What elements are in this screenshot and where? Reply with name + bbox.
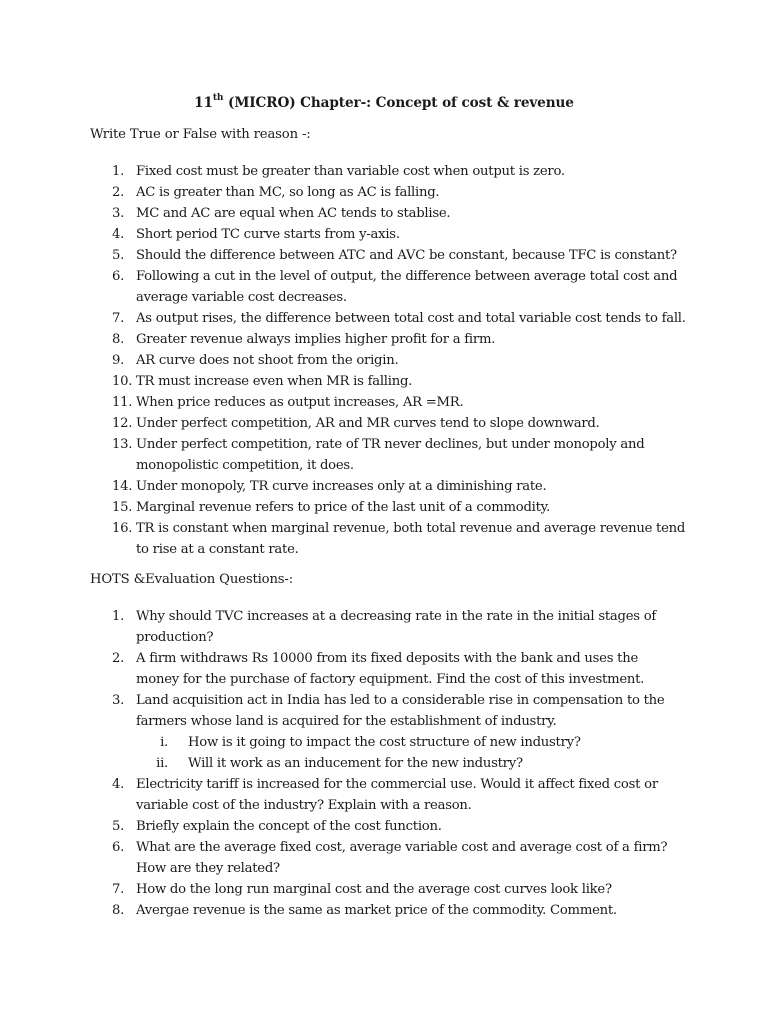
item-text-continued: variable cost of the industry? Explain with a reason. bbox=[136, 798, 472, 813]
item-text: What are the average fixed cost, average variable cost and average cost of a firm? bbox=[136, 840, 668, 855]
item-text: AC is greater than MC, so long as AC is falling. bbox=[136, 185, 440, 200]
list-item bbox=[0, 413, 600, 434]
item-text: Avergae revenue is the same as market price of the commodity. Comment. bbox=[136, 903, 617, 918]
item-text-continued: How are they related? bbox=[136, 861, 280, 876]
hots-questions-list bbox=[0, 606, 668, 921]
item-text: Short period TC curve starts from y-axis. bbox=[136, 227, 400, 242]
title-superscript: th bbox=[212, 93, 224, 104]
item-text: Following a cut in the level of output, the difference between average total cost and bbox=[136, 269, 678, 284]
item-number: 5. bbox=[112, 819, 125, 834]
item-number: 5. bbox=[112, 248, 125, 263]
list-item bbox=[0, 266, 678, 308]
item-number: 6. bbox=[112, 840, 125, 855]
item-text: How do the long run marginal cost and the average cost curves look like? bbox=[136, 882, 612, 897]
section-heading-hots: HOTS &Evaluation Questions-: bbox=[90, 572, 294, 587]
item-text-continued: production? bbox=[136, 630, 214, 645]
true-false-list bbox=[0, 161, 686, 560]
list-item bbox=[0, 182, 560, 203]
list-item bbox=[0, 497, 560, 518]
item-number: 13. bbox=[112, 437, 133, 452]
item-number: 3. bbox=[112, 693, 125, 708]
item-text-continued: money for the purchase of factory equipment. Find the cost of this investment. bbox=[136, 672, 645, 687]
item-number: 1. bbox=[112, 609, 125, 624]
list-item bbox=[0, 518, 686, 560]
list-item bbox=[0, 879, 612, 900]
item-number: 7. bbox=[112, 882, 125, 897]
sub-item bbox=[0, 732, 581, 753]
item-text: Land acquisition act in India has led to a considerable rise in compensation to the bbox=[136, 693, 665, 708]
list-item bbox=[0, 900, 617, 921]
list-item bbox=[0, 245, 677, 266]
list-item bbox=[0, 774, 658, 816]
item-text: Briefly explain the concept of the cost function. bbox=[136, 819, 442, 834]
item-text: Electricity tariff is increased for the commercial use. Would it affect fixed cost or bbox=[136, 777, 658, 792]
item-text: Should the difference between ATC and AVC be constant, because TFC is constant? bbox=[136, 248, 677, 263]
list-item bbox=[0, 308, 686, 329]
item-text: Under monopoly, TR curve increases only at a diminishing rate. bbox=[136, 479, 547, 494]
sub-item-text: Will it work as an inducement for the new industry? bbox=[188, 756, 523, 771]
item-text: Greater revenue always implies higher profit for a firm. bbox=[136, 332, 496, 347]
item-number: 11. bbox=[112, 395, 133, 410]
item-number: 4. bbox=[112, 227, 125, 242]
list-item bbox=[0, 392, 560, 413]
item-number: 7. bbox=[112, 311, 125, 326]
sub-item-number: ii. bbox=[156, 756, 168, 771]
item-text: Why should TVC increases at a decreasing rate in the rate in the initial stages of bbox=[136, 609, 657, 624]
list-item bbox=[0, 350, 560, 371]
list-item bbox=[0, 690, 665, 774]
item-text: AR curve does not shoot from the origin. bbox=[136, 353, 399, 368]
item-text: Under perfect competition, rate of TR never declines, but under monopoly and bbox=[136, 437, 645, 452]
item-number: 10. bbox=[112, 374, 133, 389]
item-text: TR must increase even when MR is falling. bbox=[136, 374, 413, 389]
list-item bbox=[0, 203, 560, 224]
item-number: 3. bbox=[112, 206, 125, 221]
sub-item-text: How is it going to impact the cost structure of new industry? bbox=[188, 735, 581, 750]
list-item bbox=[0, 816, 560, 837]
sub-item bbox=[0, 753, 560, 774]
sub-item-number: i. bbox=[160, 735, 168, 750]
list-item bbox=[0, 329, 560, 350]
list-item bbox=[0, 837, 668, 879]
item-number: 8. bbox=[112, 332, 125, 347]
list-item bbox=[0, 606, 657, 648]
item-text: When price reduces as output increases, AR =MR. bbox=[136, 395, 464, 410]
item-number: 4. bbox=[112, 777, 125, 792]
item-number: 12. bbox=[112, 416, 133, 431]
list-item bbox=[0, 648, 645, 690]
item-text: A firm withdraws Rs 10000 from its fixed deposits with the bank and uses the bbox=[136, 651, 639, 666]
list-item bbox=[0, 224, 560, 245]
item-text: As output rises, the difference between total cost and total variable cost tends to fall. bbox=[136, 311, 686, 326]
item-number: 2. bbox=[112, 185, 125, 200]
list-item bbox=[0, 476, 560, 497]
item-text-continued: average variable cost decreases. bbox=[136, 290, 347, 305]
page-title bbox=[0, 94, 768, 112]
item-text-continued: monopolistic competition, it does. bbox=[136, 458, 354, 473]
list-item bbox=[0, 371, 560, 392]
title-rest: (MICRO) Chapter-: Concept of cost & revenue bbox=[223, 95, 574, 111]
section-heading-true-false: Write True or False with reason -: bbox=[90, 127, 311, 142]
item-number: 15. bbox=[112, 500, 133, 515]
item-number: 16. bbox=[112, 521, 133, 536]
item-text: Fixed cost must be greater than variable cost when output is zero. bbox=[136, 164, 565, 179]
item-text: Under perfect competition, AR and MR curves tend to slope downward. bbox=[136, 416, 600, 431]
item-number: 6. bbox=[112, 269, 125, 284]
item-text-continued: farmers whose land is acquired for the establishment of industry. bbox=[136, 714, 557, 729]
title-prefix: 11 bbox=[194, 95, 213, 111]
item-number: 14. bbox=[112, 479, 133, 494]
item-number: 2. bbox=[112, 651, 125, 666]
item-text: MC and AC are equal when AC tends to stablise. bbox=[136, 206, 451, 221]
item-number: 9. bbox=[112, 353, 125, 368]
item-number: 1. bbox=[112, 164, 125, 179]
item-text-continued: to rise at a constant rate. bbox=[136, 542, 299, 557]
item-number: 8. bbox=[112, 903, 125, 918]
list-item bbox=[0, 161, 565, 182]
list-item bbox=[0, 434, 645, 476]
item-text: TR is constant when marginal revenue, both total revenue and average revenue tend bbox=[136, 521, 686, 536]
item-text: Marginal revenue refers to price of the last unit of a commodity. bbox=[136, 500, 551, 515]
